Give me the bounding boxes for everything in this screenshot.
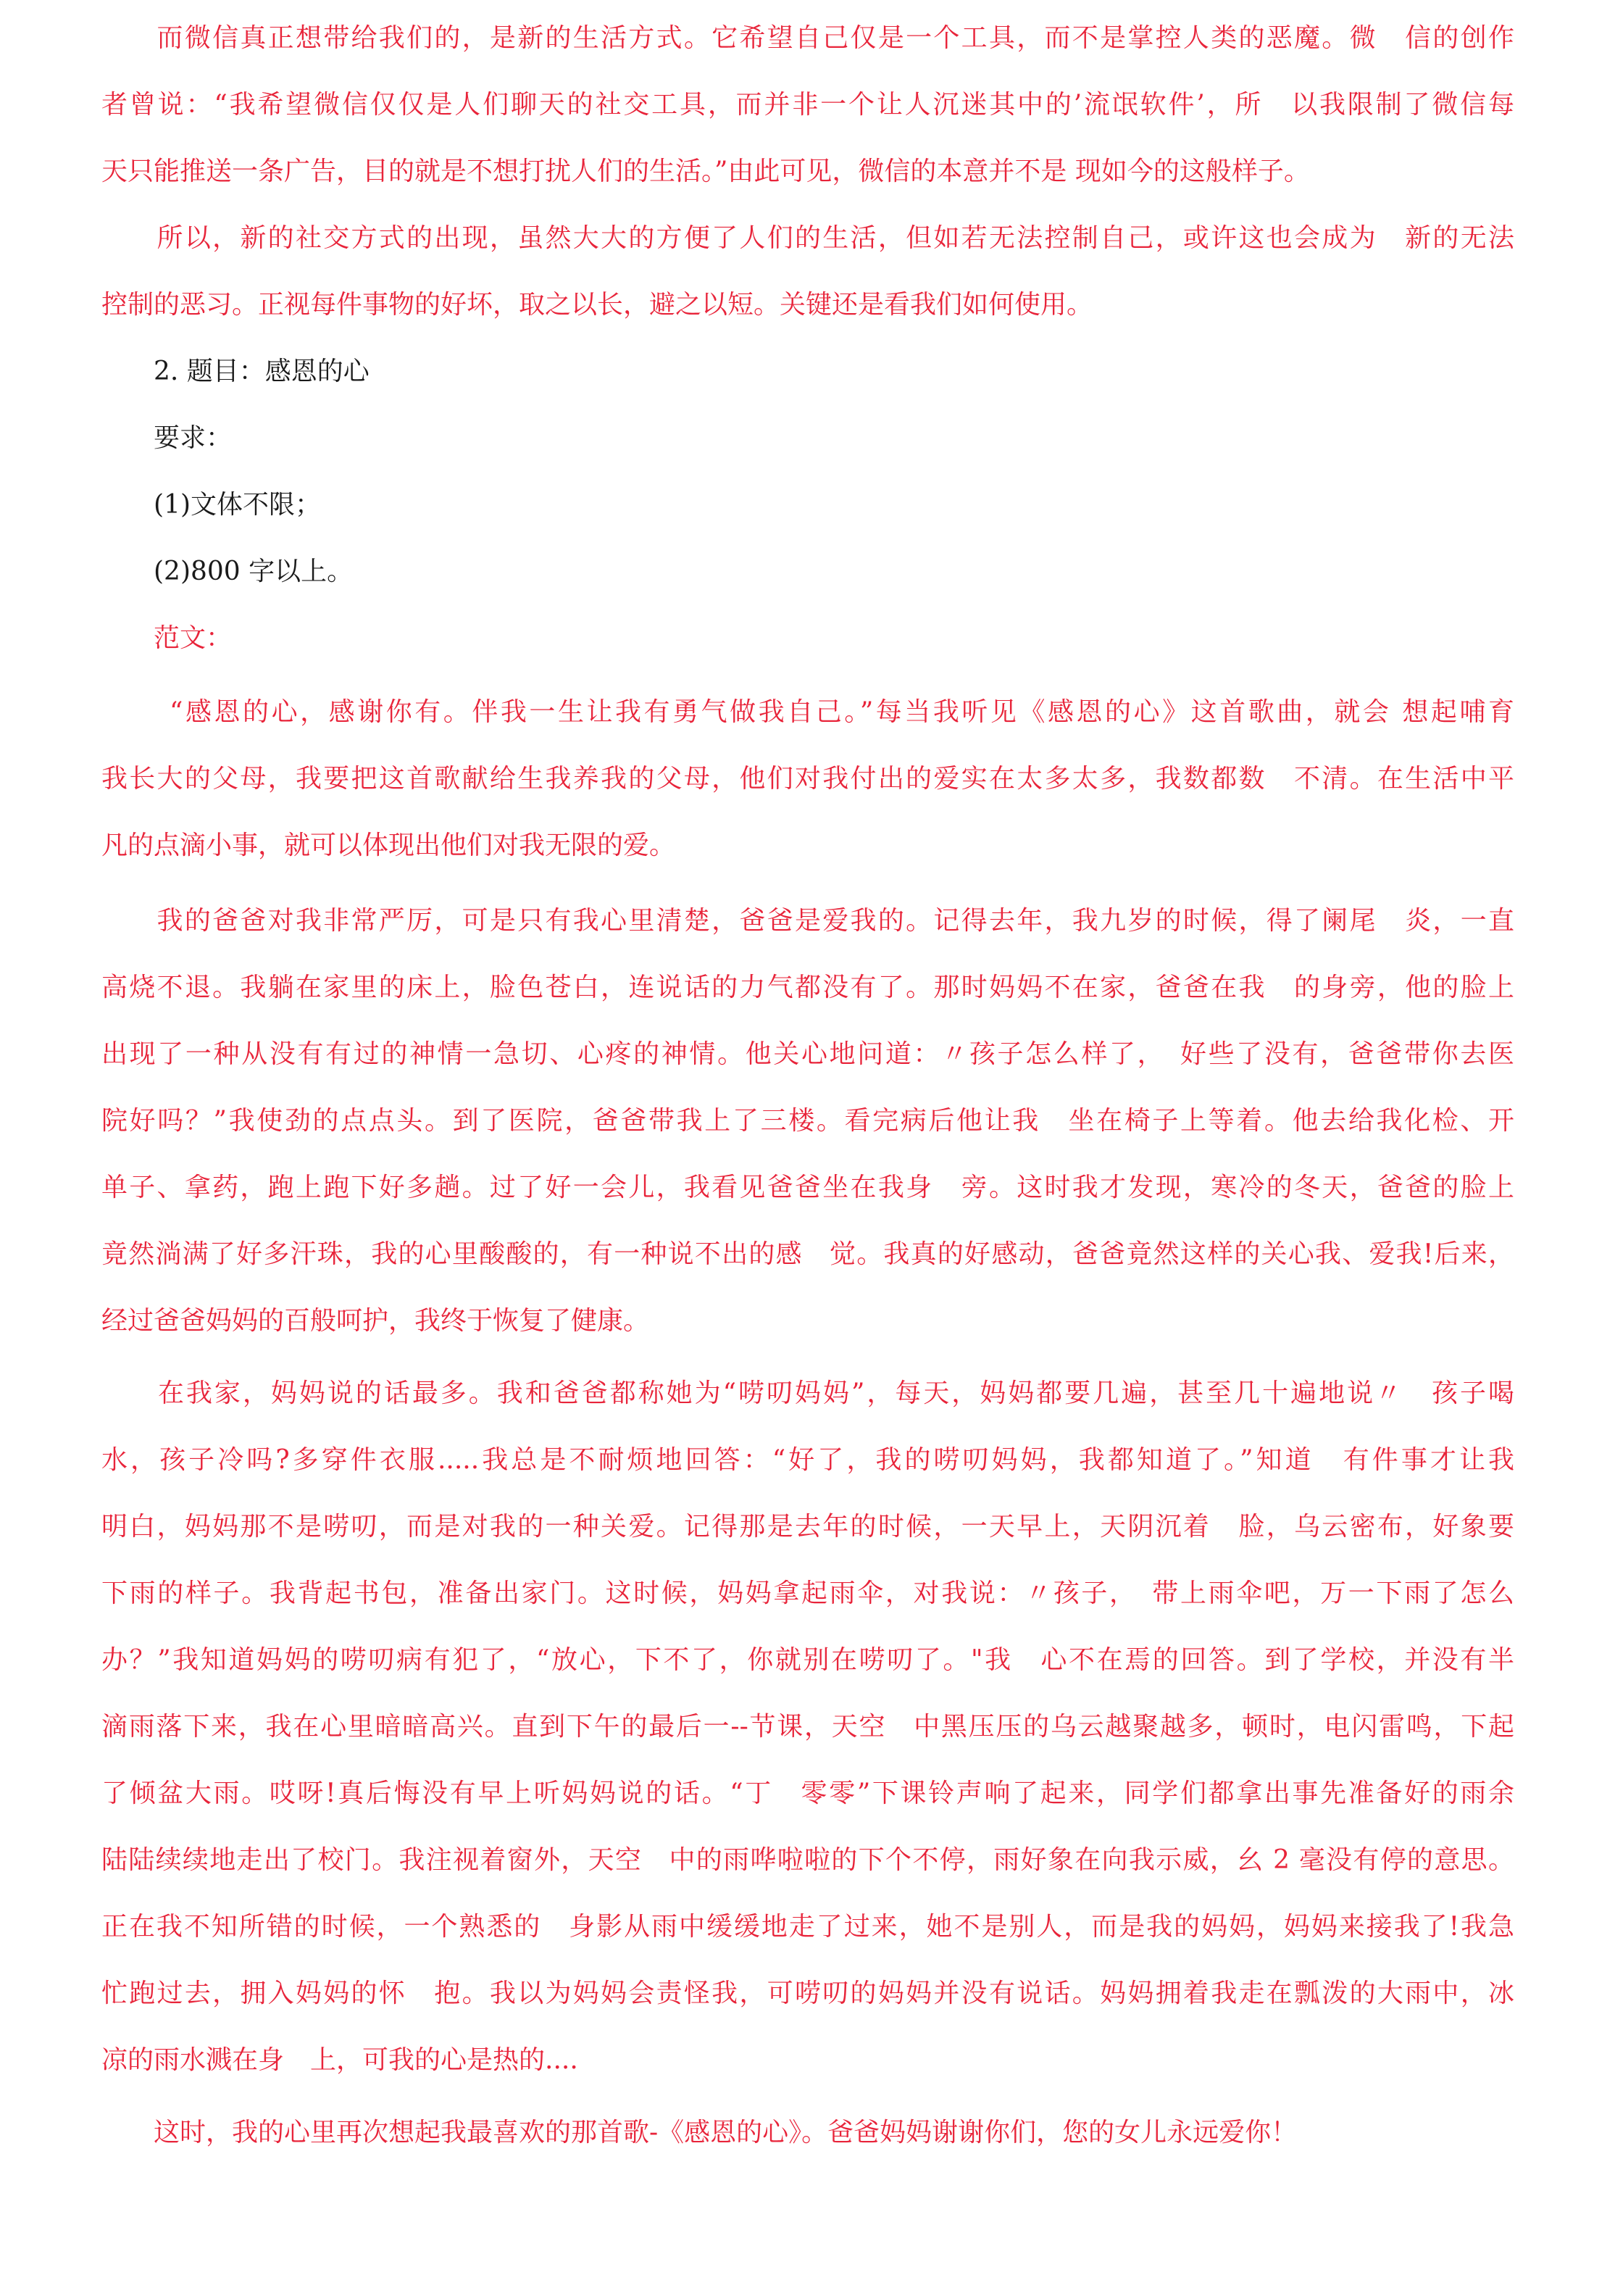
essay2-line: 出现了一种从没有有过的神情一急切、心疼的神情。他关心地问道：〃孩子怎么样了， 好些了没有，爸爸带你去医 — [101, 1039, 1514, 1069]
essay1-line: 天只能推送一条广告，目的就是不想打扰人们的生活。”由此可见，微信的本意并不是 现如今的这般样子。 — [101, 157, 1310, 186]
question-title: 2. 题目：感恩的心 — [101, 357, 370, 386]
essay1-line: 者曾说：“我希望微信仅仅是人们聊天的社交工具，而并非一个让人沉迷其中的’流氓软件’，所 以我限制了微信每 — [101, 90, 1514, 120]
essay2-line: 正在我不知所错的时候，一个熟悉的 身影从雨中缓缓地走了过来，她不是别人，而是我的妈妈，妈妈来接我了!我急 — [101, 1912, 1514, 1942]
essay2-line: 凉的雨水溅在身 上，可我的心是热的.... — [101, 2045, 578, 2075]
essay2-line: 办？”我知道妈妈的唠叨病有犯了，“放心，下不了，你就别在唠叨了。"我 心不在焉的回答。到了学校，并没有半 — [101, 1645, 1514, 1675]
essay2-line: 下雨的样子。我背起书包，准备出家门。这时候，妈妈拿起雨伞，对我说：〃孩子， 带上雨伞吧，万一下雨了怎么 — [101, 1578, 1514, 1608]
essay1-line: 而微信真正想带给我们的，是新的生活方式。它希望自己仅是一个工具，而不是掌控人类的恶魔。微 信的创作 — [101, 23, 1514, 53]
essay2-line: 单子、拿药，跑上跑下好多趟。过了好一会儿，我看见爸爸坐在我身 旁。这时我才发现，寒冷的冬天，爸爸的脸上 — [101, 1173, 1514, 1202]
essay2-line: 陆陆续续地走出了校门。我注视着窗外，天空 中的雨哗啦啦的下个不停，雨好象在向我示威，幺 2 毫没有停的意思。 — [101, 1845, 1514, 1875]
essay2-line: 经过爸爸妈妈的百般呵护，我终于恢复了健康。 — [101, 1306, 650, 1336]
essay2-line: 滴雨落下来，我在心里暗暗高兴。直到下午的最后一--节课，天空 中黑压压的乌云越聚越多，顿时，电闪雷鸣，下起 — [101, 1712, 1514, 1742]
essay2-line: 明白，妈妈那不是唠叨，而是对我的一种关爱。记得那是去年的时候，一天早上，天阴沉着 脸，乌云密布，好象要 — [101, 1512, 1514, 1542]
essay2-line: 我的爸爸对我非常严厉，可是只有我心里清楚，爸爸是爱我的。记得去年，我九岁的时候，得了阑尾 炎，一直 — [101, 906, 1514, 936]
essay2-line: 竟然淌满了好多汗珠，我的心里酸酸的，有一种说不出的感 觉。我真的好感动，爸爸竟然这样的关心我、爱我!后来， — [101, 1239, 1514, 1269]
essay1-line: 控制的恶习。正视每件事物的好坏，取之以长，避之以短。关键还是看我们如何使用。 — [101, 290, 1093, 320]
essay2-line: 高烧不退。我躺在家里的床上，脸色苍白，连说话的力气都没有了。那时妈妈不在家，爸爸在我 的身旁，他的脸上 — [101, 973, 1514, 1002]
essay2-line: 我长大的父母，我要把这首歌献给生我养我的父母，他们对我付出的爱实在太多太多，我数都数 不清。在生活中平 — [101, 764, 1514, 794]
requirement-label: 要求： — [101, 423, 233, 453]
essay2-line: 了倾盆大雨。哎呀!真后悔没有早上听妈妈说的话。“丁 零零”下课铃声响了起来，同学们都拿出事先准备好的雨余 — [101, 1779, 1514, 1808]
essay2-line: 在我家，妈妈说的话最多。我和爸爸都称她为“唠叨妈妈”，每天，妈妈都要几遍，甚至几十遍地说〃 孩子喝 — [101, 1378, 1514, 1408]
essay2-line: 水，孩子冷吗?多穿件衣服.....我总是不耐烦地回答：“好了，我的唠叨妈妈，我都知道了。”知道 有件事才让我 — [101, 1445, 1514, 1475]
essay2-line: 这时，我的心里再次想起我最喜欢的那首歌-《感恩的心》。爸爸妈妈谢谢你们，您的女儿永远爱你！ — [101, 2118, 1298, 2147]
essay2-line: “感恩的心，感谢你有。伴我一生让我有勇气做我自己。”每当我听见《感恩的心》这首歌曲，就会 想起哺育 — [101, 697, 1514, 727]
requirement-item-2: (2)800 字以上。 — [101, 557, 354, 586]
essay2-line: 院好吗？”我使劲的点点头。到了医院，爸爸带我上了三楼。看完病后他让我 坐在椅子上等着。他去给我化检、开 — [101, 1106, 1514, 1136]
essay2-line: 忙跑过去，拥入妈妈的怀 抱。我以为妈妈会责怪我，可唠叨的妈妈并没有说话。妈妈拥着我走在瓢泼的大雨中，冰 — [101, 1979, 1514, 2008]
sample-essay-label: 范文： — [101, 623, 233, 653]
essay2-line: 凡的点滴小事，就可以体现出他们对我无限的爱。 — [101, 831, 676, 860]
requirement-item-1: (1)文体不限； — [101, 490, 321, 520]
essay1-line: 所以，新的社交方式的出现，虽然大大的方便了人们的生活，但如若无法控制自己，或许这也会成为 新的无法 — [101, 223, 1514, 253]
